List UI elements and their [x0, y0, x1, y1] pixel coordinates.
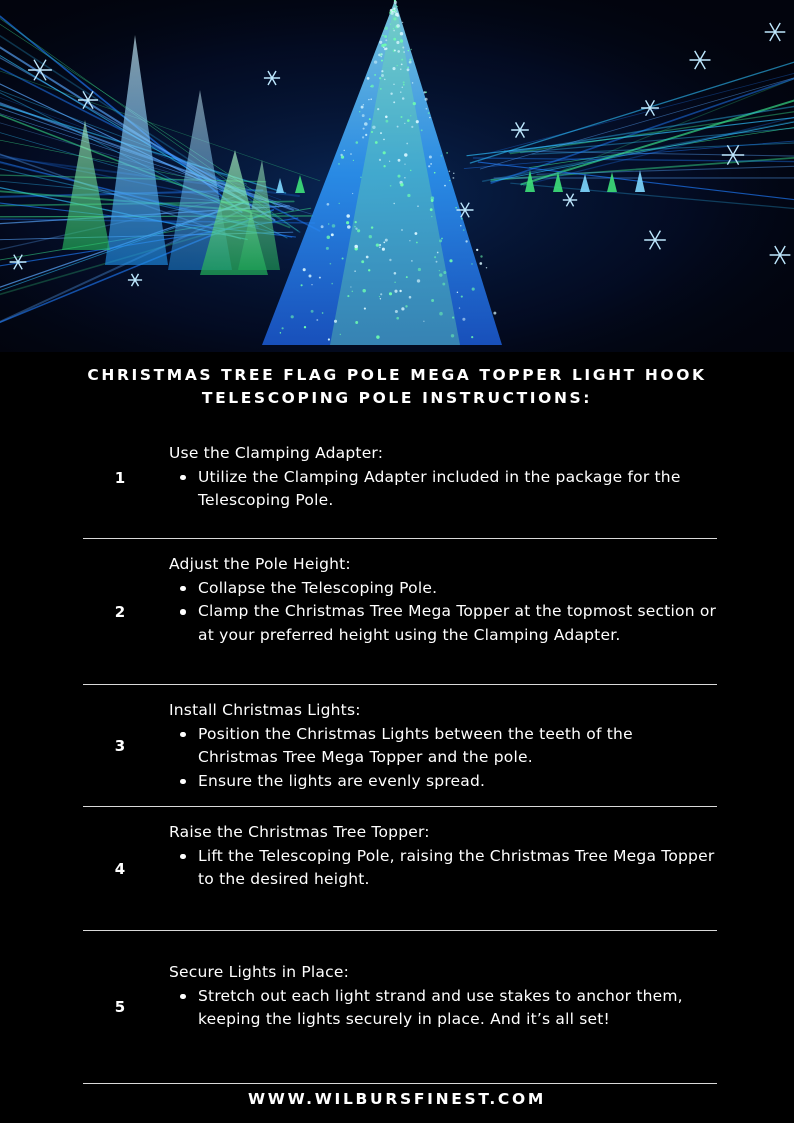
step-content: [169, 442, 717, 513]
step-3: [83, 685, 717, 807]
step-number: 1: [114, 469, 126, 487]
step-content: [169, 699, 717, 793]
website-url: WWW.WILBURSFINEST.COM: [247, 1090, 547, 1108]
steps-list: [83, 418, 717, 1083]
bullet-list: [169, 466, 717, 513]
step-number: 2: [114, 602, 126, 621]
step-heading: Secure Lights in Place:: [169, 963, 349, 981]
step-1: [83, 418, 717, 539]
hero-photo: [0, 0, 794, 352]
bullet-list: [169, 845, 717, 892]
step-heading: Adjust the Pole Height:: [169, 555, 351, 573]
title-line-2: TELESCOPING POLE INSTRUCTIONS:: [201, 389, 593, 407]
step-heading: Install Christmas Lights:: [169, 701, 361, 719]
footer-divider: [83, 1083, 717, 1084]
bullet-list: [169, 985, 717, 1032]
bullet-list: [169, 577, 717, 648]
step-2: [83, 539, 717, 685]
step-number: 3: [114, 736, 126, 755]
instructions-title: [60, 364, 734, 410]
title-line-1: CHRISTMAS TREE FLAG POLE MEGA TOPPER LIGHT HOOK: [87, 366, 707, 384]
step-4: [83, 807, 717, 931]
step-heading: Use the Clamping Adapter:: [169, 444, 384, 462]
step-content: [169, 553, 717, 647]
step-5: [83, 931, 717, 1083]
step-heading: Raise the Christmas Tree Topper:: [169, 823, 430, 841]
bullet-item: Stretch out each light strand and use stakes to anchor them, keeping the lights securely in place. And it’s all set!: [198, 985, 717, 1032]
bullet-item: Position the Christmas Lights between the teeth of the Christmas Tree Mega Topper and the pole.: [198, 723, 717, 770]
bullet-item: Utilize the Clamping Adapter included in the package for the Telescoping Pole.: [198, 466, 717, 513]
step-number: 4: [114, 859, 126, 878]
step-content: [169, 961, 717, 1032]
step-content: [169, 821, 717, 892]
step-number: 5: [114, 998, 126, 1016]
bullet-item: Lift the Telescoping Pole, raising the Christmas Tree Mega Topper to the desired height.: [198, 845, 717, 892]
christmas-light-trees-photo: [0, 0, 794, 352]
bullet-item: Collapse the Telescoping Pole.: [198, 577, 717, 601]
bullet-item: Ensure the lights are evenly spread.: [198, 770, 717, 794]
bullet-list: [169, 723, 717, 794]
bullet-item: Clamp the Christmas Tree Mega Topper at the topmost section or at your preferred height using the Clamping Adapter.: [198, 600, 717, 647]
